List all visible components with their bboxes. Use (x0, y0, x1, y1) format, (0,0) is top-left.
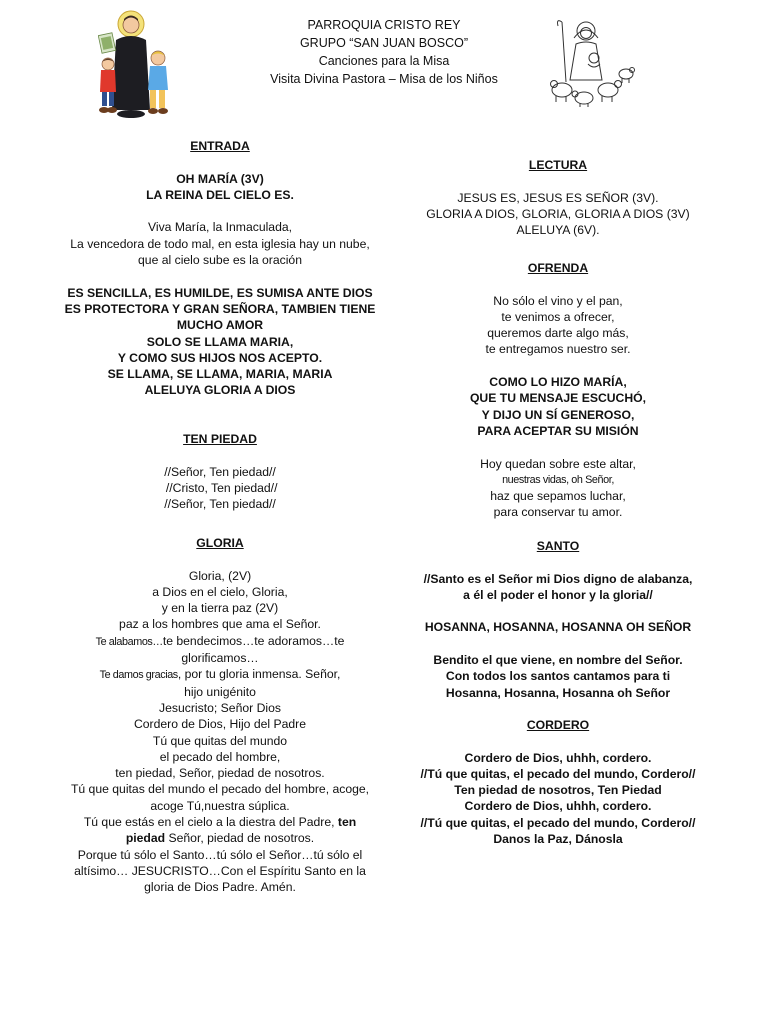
ofrenda-verse-1 (388, 293, 728, 358)
lyric-line (40, 633, 400, 650)
lyric-line: GLORIA A DIOS, GLORIA, GLORIA A DIOS (3V) (426, 206, 690, 221)
section-title-ten-piedad: TEN PIEDAD (183, 432, 257, 446)
lyric-line: QUE TU MENSAJE ESCUCHÓ, (469, 391, 647, 406)
lyric-line: Porque tú sólo el Santo…tú sólo el Señor…tú sólo el (77, 847, 363, 862)
lyric-line: ALELUYA (6V). (516, 223, 600, 238)
lyric-line: y en la tierra paz (2V) (161, 601, 279, 616)
lyric-line: altísimo… JESUCRISTO…Con el Espíritu Santo en la (74, 863, 366, 878)
section-title-ofrenda: OFRENDA (527, 261, 589, 275)
gloria-lyrics (40, 568, 400, 896)
lyric-line: el pecado del hombre, (159, 749, 281, 764)
lyric-line: No sólo el vino y el pan, (493, 293, 623, 308)
section-title-lectura: LECTURA (528, 158, 588, 172)
lyric-line: COMO LO HIZO MARÍA, (489, 375, 627, 390)
left-column (40, 0, 400, 1024)
lyric-fragment: Tú que estás en el cielo a la diestra del Padre, (83, 815, 338, 830)
lyric-fragment-bold: piedad (125, 831, 166, 846)
lyric-line: glorificamos… (181, 651, 259, 666)
ten-piedad-section (40, 431, 400, 512)
lyric-line: //Tú que quitas, el pecado del mundo, Cordero// (420, 766, 696, 781)
entrada-chorus-intro (40, 171, 400, 204)
lyric-line: Cordero de Dios, uhhh, cordero. (464, 799, 652, 814)
lyric-line: Tú que quitas del mundo el pecado del hombre, acoge, (70, 782, 370, 797)
lyric-line: Gloria, (2V) (188, 568, 252, 583)
lyric-line: La vencedora de todo mal, en esta iglesia hay un nube, (70, 236, 370, 251)
section-title-cordero: CORDERO (526, 718, 590, 732)
lyric-line: Cordero de Dios, Hijo del Padre (133, 717, 307, 732)
lyric-line: te venimos a ofrecer, (501, 309, 615, 324)
lectura-section (388, 157, 728, 238)
lyric-line (40, 830, 400, 846)
entrada-section (40, 138, 400, 399)
lyric-line: //Cristo, Ten piedad// (162, 480, 278, 495)
entrada-verse (40, 219, 400, 268)
lyric-line: Y COMO SUS HIJOS NOS ACEPTO. (117, 350, 323, 365)
lyric-fragment: , por tu gloria inmensa. Señor, (177, 667, 341, 682)
lyric-line: SOLO SE LLAMA MARIA, (146, 334, 294, 349)
lyric-line: a él el poder el honor y la gloria// (463, 587, 653, 602)
lyric-line: ES PROTECTORA Y GRAN SEÑORA, TAMBIEN TIENE (64, 301, 376, 316)
lyric-line: OH MARÍA (3V) (176, 171, 264, 186)
section-title-santo: SANTO (536, 539, 580, 553)
ofrenda-chorus (388, 374, 728, 439)
lyric-line: PARA ACEPTAR SU MISIÓN (477, 423, 639, 438)
lyric-line: //Tú que quitas, el pecado del mundo, Cordero// (420, 815, 696, 830)
lyric-line: haz que sepamos luchar, (490, 489, 626, 504)
lyric-line: Viva María, la Inmaculada, (147, 220, 293, 235)
ofrenda-verse-2 (388, 456, 728, 521)
lyric-line: Hosanna, Hosanna, Hosanna oh Señor (445, 685, 671, 700)
lyric-line: queremos darte algo más, (487, 326, 629, 341)
cordero-lyrics (388, 750, 728, 848)
document-subtitle: Canciones para la Misa (318, 54, 450, 68)
lyric-line (40, 814, 400, 830)
lyric-line: nuestras vidas, oh Señor, (502, 473, 614, 486)
lyric-line: te entregamos nuestro ser. (485, 342, 631, 357)
lyric-line: JESUS ES, JESUS ES SEÑOR (3V). (457, 190, 659, 205)
parish-name: PARROQUIA CRISTO REY (307, 18, 461, 32)
lyric-fragment: te bendecimos…te adoramos…te (162, 633, 345, 648)
ten-piedad-lyrics (40, 464, 400, 513)
lyric-line: HOSANNA, HOSANNA, HOSANNA OH SEÑOR (424, 620, 692, 635)
santo-section (388, 538, 728, 701)
lyric-line: ten piedad, Señor, piedad de nosotros. (115, 766, 325, 781)
santo-hosanna (388, 619, 728, 635)
santo-verse-1 (388, 571, 728, 604)
right-column (388, 0, 728, 1024)
santo-verse-2 (388, 652, 728, 701)
lyric-fragment: Te alabamos… (95, 635, 163, 648)
lyric-line: Jesucristo; Señor Dios (159, 700, 281, 715)
lyric-line: Cordero de Dios, uhhh, cordero. (464, 750, 652, 765)
lyric-line: gloria de Dios Padre. Amén. (144, 880, 296, 895)
lyric-line (40, 666, 400, 683)
lyric-line: hijo unigénito (184, 684, 256, 699)
lyric-line: Con todos los santos cantamos para ti (445, 669, 671, 684)
lyric-line: Y DIJO UN SÍ GENEROSO, (481, 407, 635, 422)
lyric-line: //Señor, Ten piedad// (164, 497, 276, 512)
lyric-line: Ten piedad de nosotros, Ten Piedad (454, 783, 662, 798)
lyric-line: //Santo es el Señor mi Dios digno de alabanza, (423, 571, 693, 586)
cordero-section (388, 717, 728, 847)
lyric-line: Hoy quedan sobre este altar, (480, 456, 636, 471)
lyric-line: Tú que quitas del mundo (152, 733, 288, 748)
lyric-line: paz a los hombres que ama el Señor. (119, 617, 321, 632)
lyric-line: acoge Tú,nuestra súplica. (150, 798, 290, 813)
lyric-line: MUCHO AMOR (176, 318, 264, 333)
lyric-line: ALELUYA GLORIA A DIOS (144, 383, 296, 398)
lectura-lyrics (388, 190, 728, 239)
lyric-line: a Dios en el cielo, Gloria, (152, 584, 288, 599)
lyric-line: //Señor, Ten piedad// (164, 464, 276, 479)
section-title-entrada: ENTRADA (190, 139, 250, 153)
lyric-line: para conservar tu amor. (493, 505, 623, 520)
gloria-section (40, 535, 400, 896)
lyric-line: ES SENCILLA, ES HUMILDE, ES SUMISA ANTE DIOS (67, 285, 373, 300)
entrada-chorus (40, 285, 400, 399)
lyric-line: SE LLAMA, SE LLAMA, MARIA, MARIA (107, 367, 333, 382)
lyric-line: LA REINA DEL CIELO ES. (146, 187, 294, 202)
ofrenda-section (388, 260, 728, 521)
lyric-fragment: Te damos gracias (99, 669, 178, 682)
lyric-fragment-bold: ten (337, 815, 357, 830)
lyric-fragment: Señor, piedad de nosotros. (165, 831, 315, 846)
lyric-line: Bendito el que viene, en nombre del Señor. (433, 653, 683, 668)
section-title-gloria: GLORIA (196, 536, 244, 550)
group-name: GRUPO “SAN JUAN BOSCO” (299, 36, 469, 50)
lyric-line: que al cielo sube es la oración (138, 253, 302, 268)
event-name: Visita Divina Pastora – Misa de los Niños (270, 72, 498, 86)
lyric-line: Danos la Paz, Dánosla (493, 832, 623, 847)
